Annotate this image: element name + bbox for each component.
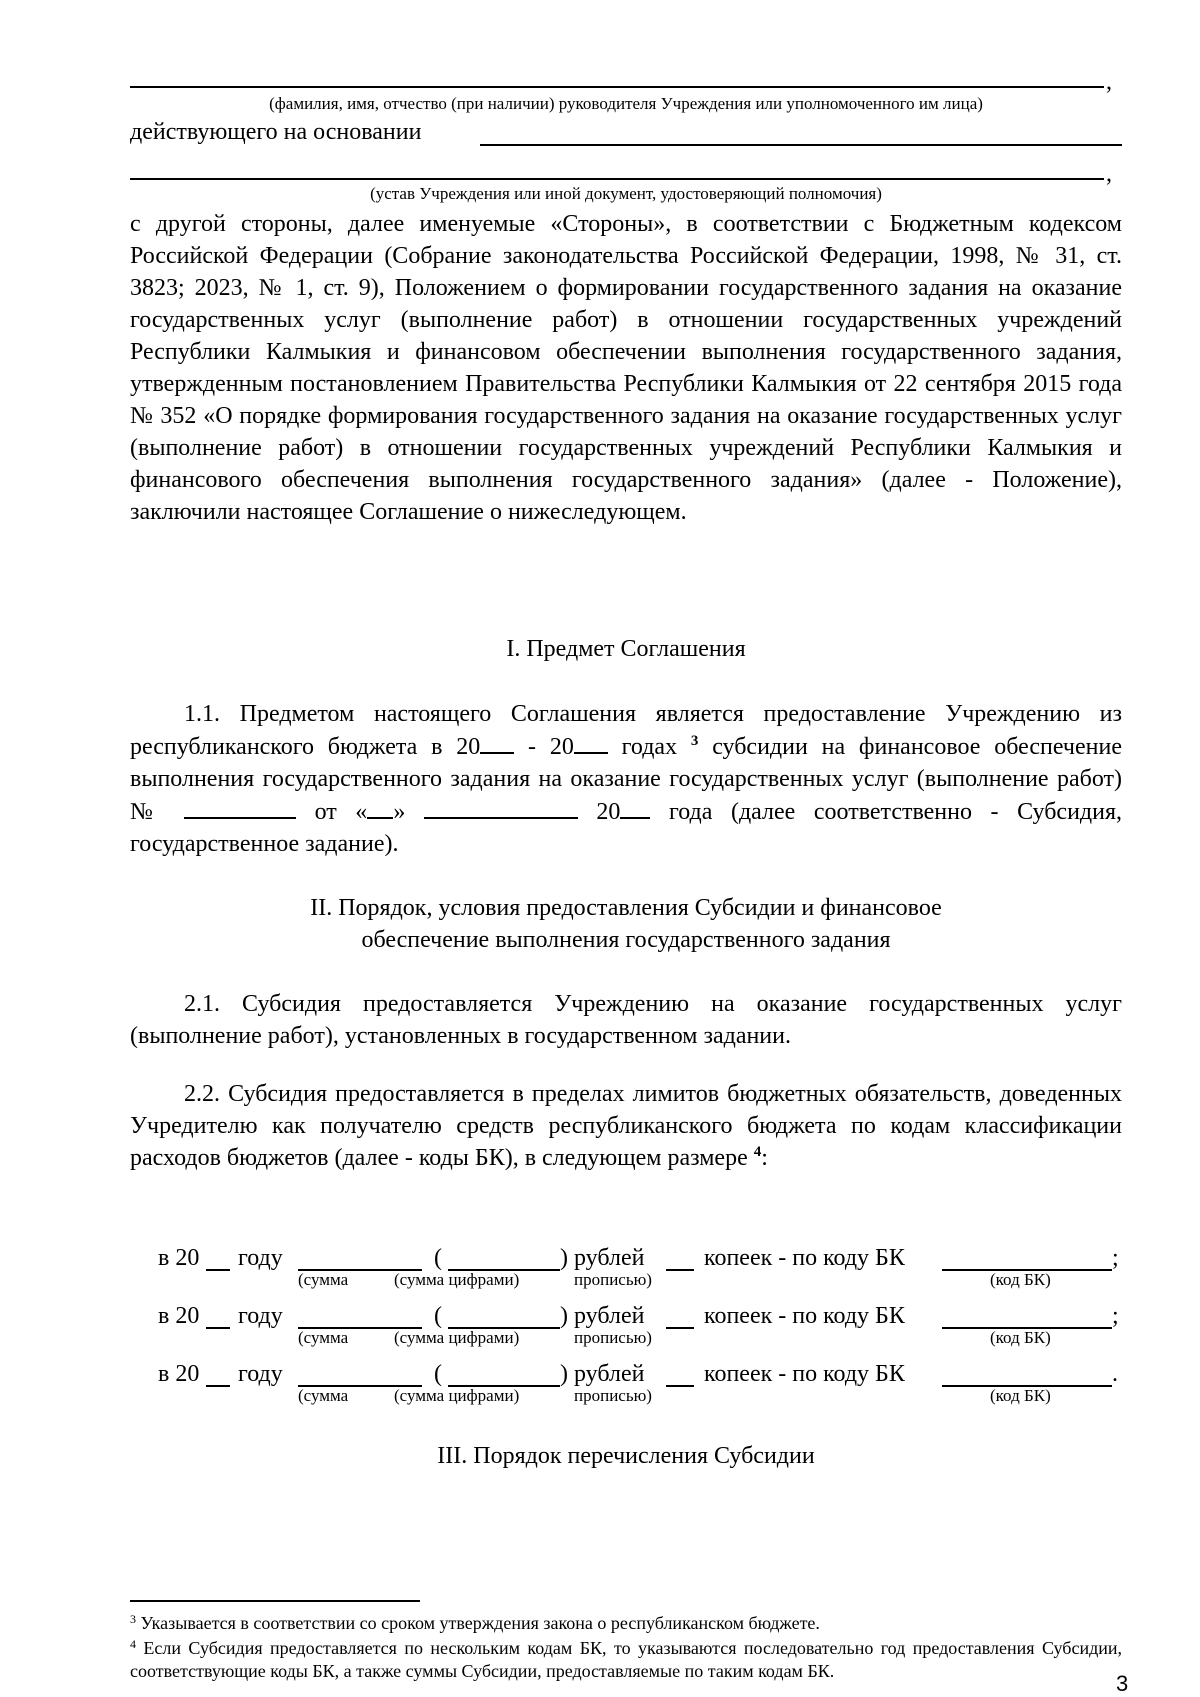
paragraph-2-1: 2.1. Субсидия предоставляется Учреждению на оказание государственных услуг (выполнение работ), установленных в государственном задании. (130, 991, 1122, 1049)
charter-caption: (устав Учреждения или иной документ, удостоверяющий полномочия) (370, 184, 882, 203)
header-comma-2: , (1106, 161, 1112, 187)
caption-bk-code-1: (код БК) (990, 1270, 1051, 1289)
subsidy-row-1: в 20 году ( ) рублей копеек - по коду БК ; (158, 1245, 1119, 1271)
caption-bk-code-3: (код БК) (990, 1386, 1051, 1405)
basis-blank-line (480, 144, 1122, 146)
caption-sum-digits-3: (сумма цифрами) (394, 1386, 520, 1405)
paragraph-2-2: 2.2. Субсидия предоставляется в пределах лимитов бюджетных обязательств, доведенных Учредителю как получателю средств республиканского бюджета по кодам классификации расходов бюджетов (далее - коды БК), в следующем размере $^4$: (130, 1081, 1122, 1171)
caption-sum-digits-2: (сумма цифрами) (394, 1328, 520, 1347)
footnote-separator (130, 1600, 420, 1602)
footnote-ref-4: 4 (753, 1144, 762, 1160)
section-1-title: I. Предмет Соглашения (506, 636, 746, 662)
caption-in-words-2: прописью) (574, 1328, 652, 1347)
head-name-blank-line (130, 86, 1104, 88)
caption-sum-1: (сумма (298, 1270, 349, 1289)
paragraph-1-1: 1.1. Предметом настоящего Соглашения является предоставление Учреждению из республиканского бюджета в 20 - 20 годах $^3$ субсидии на финансовое обеспечение выполнения государственного задания на оказание государственных услуг (выполнение работ) № от « » 20 года (далее соответственно - Субсидия, государственное задание). (130, 701, 1123, 857)
charter-blank-line (130, 178, 1104, 180)
subsidy-row-3: в 20 году ( ) рублей копеек - по коду БК . (158, 1361, 1118, 1387)
caption-bk-code-2: (код БК) (990, 1328, 1051, 1347)
section-2-title-line-1: II. Порядок, условия предоставления Субсидии и финансовое (310, 895, 942, 921)
header-comma-1: , (1106, 69, 1112, 95)
page-number: 3 (1116, 1671, 1129, 1696)
caption-sum-digits-1: (сумма цифрами) (394, 1270, 520, 1289)
head-name-caption: (фамилия, имя, отчество (при наличии) руководителя Учреждения или уполномоченного им лица) (269, 94, 983, 113)
footnote-3: $^3$ Указывается в соответствии со сроком утверждения закона о республиканском бюджете. (130, 1612, 820, 1633)
footnote-ref-3: 3 (690, 733, 699, 749)
caption-in-words-3: прописью) (574, 1386, 652, 1405)
caption-in-words-1: прописью) (574, 1270, 652, 1289)
caption-sum-2: (сумма (298, 1328, 349, 1347)
caption-sum-3: (сумма (298, 1386, 349, 1405)
preamble-paragraph: с другой стороны, далее именуемые «Стороны», в соответствии с Бюджетным кодексом Российской Федерации (Собрание законодательства Российской Федерации, 1998, № 31, ст. 3823; 2023, № 1, ст. 9), Положением о формировании государственного задания на оказание государственных услуг (выполнение работ) в отношении государственных учреждений Республики Калмыкия и финансовом обеспечении выполнения государственного задания, утвержденным постановлением Правительства Республики Калмыкия от 22 сентября 2015 года № 352 «О порядке формирования государственного задания на оказание государственных услуг (выполнение работ) в отношении государственных учреждений Республики Калмыкия и финансового обеспечения выполнения государственного задания» (далее - Положение), заключили настоящее Соглашение о нижеследующем. (130, 211, 1122, 525)
acting-basis-label: действующего на основании (130, 119, 422, 145)
section-3-title: III. Порядок перечисления Субсидии (437, 1443, 815, 1469)
section-2-title-line-2: обеспечение выполнения государственного задания (361, 927, 891, 953)
footnote-4: $^4$ Если Субсидия предоставляется по нескольким кодам БК, то указываются последовательно год предоставления Субсидии, соответствующие коды БК, а также суммы Субсидии, предоставляемые по таким кодам БК. (130, 1637, 1123, 1681)
subsidy-row-2: в 20 году ( ) рублей копеек - по коду БК ; (158, 1303, 1119, 1329)
